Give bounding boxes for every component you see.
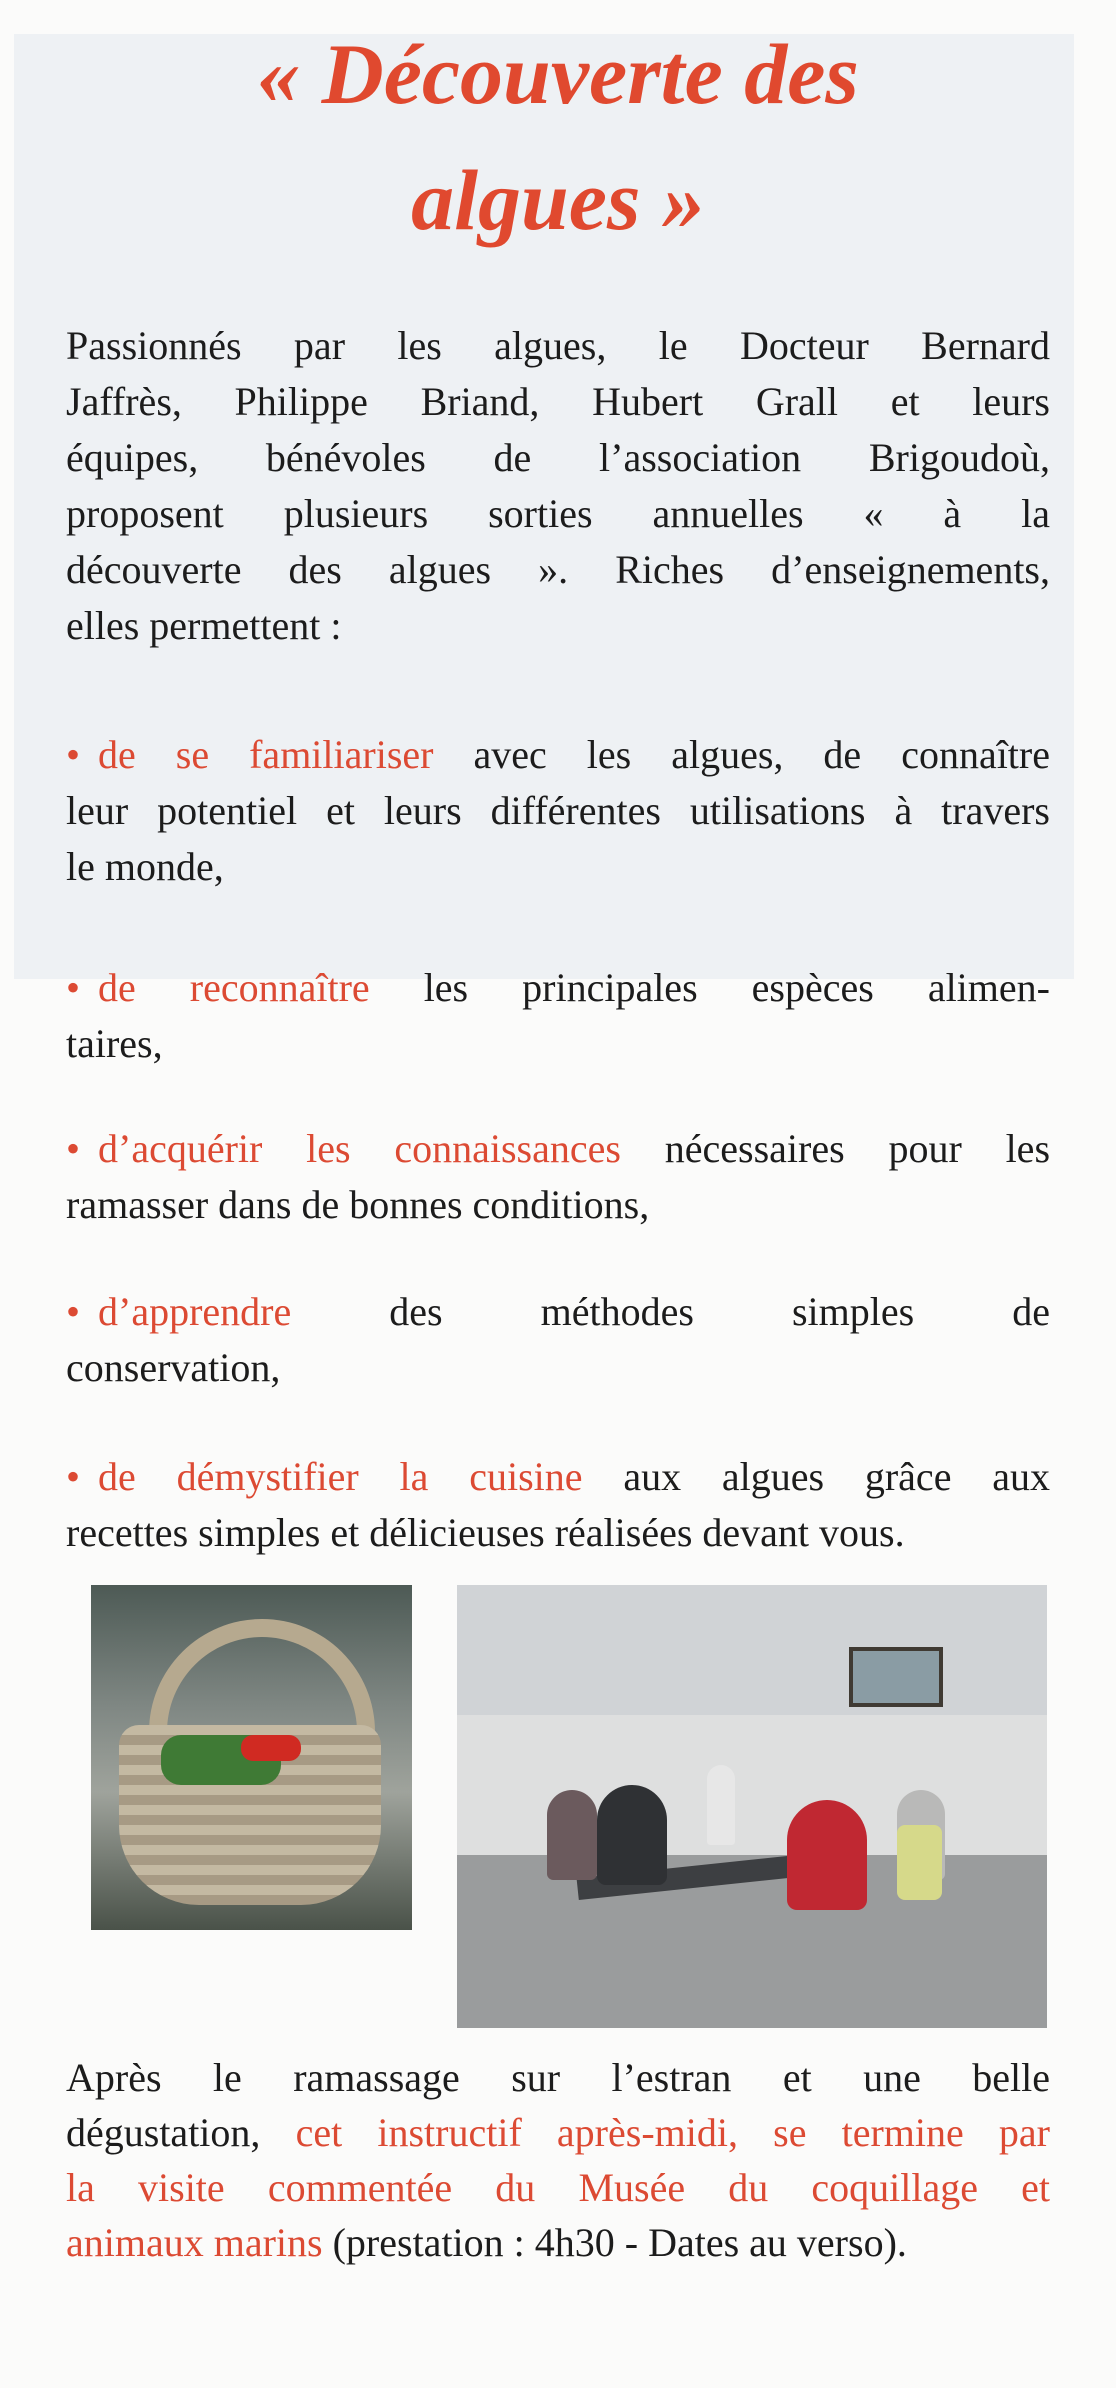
bullet-5-continuation-1: recettes simples et délicieuses réalisées devant vous. <box>66 1510 905 1555</box>
intro-line-4: proposent plusieurs sorties annuelles « à la <box>66 491 1050 536</box>
intro-line-1: Passionnés par les algues, le Docteur Bernard <box>66 323 1050 368</box>
scissors <box>241 1735 301 1761</box>
intro-line-6: elles permettent : <box>66 603 342 648</box>
bullet-item-5 <box>66 1449 1050 1505</box>
closing-line-1: Après le ramassage sur l’estran et une belle <box>66 2055 1050 2100</box>
bullet-text: nécessaires pour les <box>620 1126 1051 1171</box>
room-wall <box>457 1715 1047 1855</box>
workshop-photo <box>457 1585 1047 2028</box>
intro-line-2: Jaffrès, Philippe Briand, Hubert Grall et leurs <box>66 379 1050 424</box>
title-line-1: « Découverte des <box>257 26 859 122</box>
closing-line-3: la visite commentée du Musée du coquillage et <box>66 2165 1050 2210</box>
intro-line-3: équipes, bénévoles de l’association Brigoudoù, <box>66 435 1050 480</box>
closing-line-4 <box>66 2215 1050 2271</box>
closing-text: dégustation, <box>66 2110 296 2155</box>
bullet-symbol: • <box>66 1126 81 1171</box>
title-line-2: algues » <box>411 152 705 248</box>
bullet-symbol: • <box>66 1289 81 1334</box>
presenter <box>707 1765 735 1845</box>
bullet-highlight: de démystifier la cuisine <box>98 1454 583 1499</box>
bullet-text: aux algues grâce aux <box>582 1454 1050 1499</box>
room-ceiling <box>457 1585 1047 1715</box>
bullet-symbol: • <box>66 732 81 777</box>
intro-line-5: découverte des algues ». Riches d’enseignements, <box>66 547 1050 592</box>
bullet-highlight: d’apprendre <box>98 1289 292 1334</box>
bullet-text: les principales espèces alimen- <box>369 965 1050 1010</box>
basket-photo <box>91 1585 412 1930</box>
wall-picture <box>849 1647 943 1707</box>
closing-highlight: animaux marins <box>66 2220 323 2265</box>
closing-highlight: cet instructif après-midi, se termine par <box>295 2110 1050 2155</box>
participant <box>547 1790 597 1880</box>
bullet-text: avec les algues, de connaître <box>433 732 1050 777</box>
closing-line-2 <box>66 2105 1050 2161</box>
bullet-item-3 <box>66 1121 1050 1177</box>
bullet-item-4 <box>66 1284 1050 1340</box>
bullet-symbol: • <box>66 1454 81 1499</box>
bullet-3-continuation-1: ramasser dans de bonnes conditions, <box>66 1182 650 1227</box>
participant <box>787 1800 867 1910</box>
jacket <box>897 1825 942 1900</box>
bullet-highlight: d’acquérir les connaissances <box>98 1126 621 1171</box>
bullet-item-1 <box>66 727 1050 783</box>
bullet-highlight: de se familiariser <box>98 732 434 777</box>
bullet-symbol: • <box>66 965 81 1010</box>
closing-text: (prestation : 4h30 - Dates au verso). <box>322 2220 907 2265</box>
participant <box>597 1785 667 1885</box>
bullet-text: des méthodes simples de <box>291 1289 1050 1334</box>
bullet-highlight: de reconnaître <box>98 965 370 1010</box>
bullet-4-continuation-1: conservation, <box>66 1345 281 1390</box>
bullet-item-2 <box>66 960 1050 1016</box>
bullet-1-continuation-1: leur potentiel et leurs différentes utilisations à travers <box>66 788 1050 833</box>
bullet-1-continuation-2: le monde, <box>66 844 224 889</box>
bullet-2-continuation-1: taires, <box>66 1021 163 1066</box>
